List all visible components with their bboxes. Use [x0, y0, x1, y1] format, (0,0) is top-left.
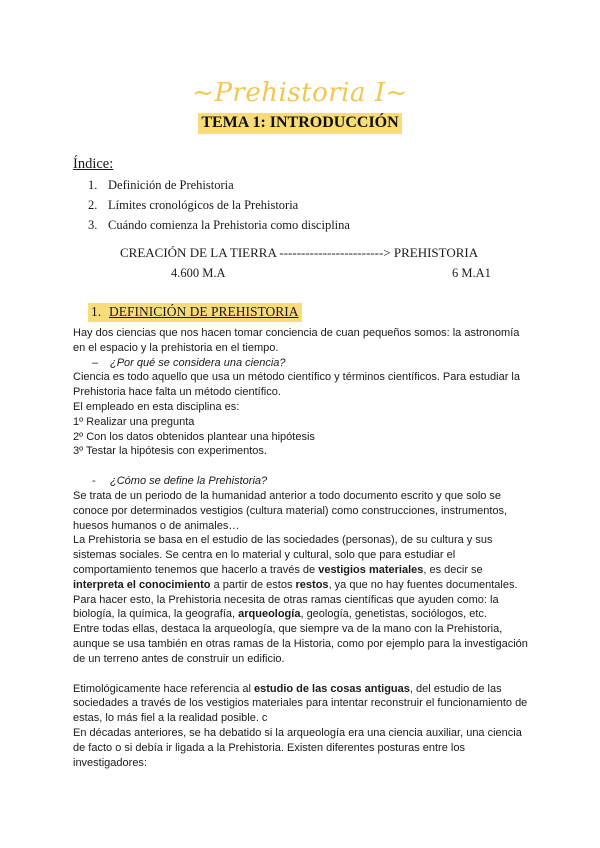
paragraph-ciencia: Ciencia es todo aquello que usa un método científico y términos científicos. Para estudiar la Prehistoria hace falta un método científico.	[73, 371, 520, 399]
subtitle-wrapper	[0, 113, 600, 134]
timeline-left-value: 4.600 M.A	[171, 266, 226, 280]
text-run: Etimológicamente hace referencia al	[73, 682, 254, 695]
paragraph-basa	[73, 533, 533, 592]
index-item-label: Cuándo comienza la Prehistoria como disciplina	[108, 218, 350, 232]
index-item-number: 1.	[88, 178, 98, 192]
paragraph-intro: Hay dos ciencias que nos hacen tomar conciencia de cuan pequeños somos: la astronomía en el espacio y la prehistoria en el tiempo.	[73, 327, 520, 354]
index-item-number: 3.	[88, 218, 98, 232]
paragraph-entre: Entre todas ellas, destaca la arqueología, que siempre va de la mano con la Prehistoria, aunque se usa también en otras ramas de la Historia, como por ejemplo para la investigación de un terreno antes de construir un edificio.	[73, 623, 528, 665]
index-title: Índice:	[73, 156, 114, 172]
index-item	[88, 175, 350, 195]
text-run: , del estudio de las sociedades a través de los vestigios materiales para intentar reconstruir el funcionamiento de estas, lo más fiel a la realidad posible. c	[73, 682, 528, 725]
bold-run: vestigios materiales	[318, 563, 424, 576]
section-body	[73, 326, 533, 770]
text-run: La Prehistoria se basa en el estudio de las sociedades (personas), de su cultura y sus sistemas sociales. Se centra en lo material y cultural, solo que para estudiar el comportamiento tenemos que hacerlo a través de	[73, 534, 493, 576]
document-title: ~Prehistoria I~	[192, 78, 408, 108]
spacer	[73, 459, 533, 474]
index-item	[88, 215, 350, 235]
method-step-2: 2º Con los datos obtenidos plantear una hipótesis	[73, 430, 315, 443]
paragraph-periodo: Se trata de un periodo de la humanidad anterior a todo documento escrito y que solo se conoce por determinados vestigios (cultura material) como construcciones, instrumentos, huesos humanos o de animales…	[73, 489, 508, 532]
spacer	[73, 667, 533, 682]
bold-run: arqueología	[238, 608, 301, 621]
method-step-3: 3º Testar la hipótesis con experimentos.	[73, 445, 267, 458]
timeline-right-value: 6 M.A1	[452, 266, 491, 280]
timeline-line: CREACIÓN DE LA TIERRA ------------------------> PREHISTORIA	[120, 245, 479, 260]
text-run: , geología, genetistas, sociólogos, etc.	[300, 608, 487, 621]
bold-run: interpreta el conocimiento	[73, 578, 211, 591]
paragraph-etimo	[73, 682, 533, 726]
section-number: 1.	[91, 304, 102, 319]
text-run: , ya que no hay fuentes documentales.	[328, 578, 518, 591]
question-2-text: ¿Cómo se define la Prehistoria?	[110, 475, 268, 488]
question-2: - ¿Cómo se define la Prehistoria?	[92, 475, 268, 488]
index-list	[88, 175, 350, 235]
bold-run: estudio de las cosas antiguas	[253, 682, 410, 695]
index-item-label: Definición de Prehistoria	[108, 178, 234, 192]
method-step-1: 1º Realizar una pregunta	[73, 415, 195, 428]
question-1: – ¿Por qué se considera una ciencia?	[92, 356, 286, 369]
bold-run: restos	[295, 578, 329, 591]
text-run: Para hacer esto, la Prehistoria necesita de otras ramas científicas que ayuden como: la biología, la química, la geografía,	[73, 593, 499, 621]
index-item	[88, 195, 350, 215]
paragraph-empleado: El empleado en esta disciplina es:	[73, 400, 240, 413]
section-title: DEFINICIÓN DE PREHISTORIA	[109, 304, 299, 319]
text-run: , es decir se	[423, 563, 483, 576]
index-item-number: 2.	[88, 198, 98, 212]
paragraph-decadas: En décadas anteriores, se ha debatido si la arqueología era una ciencia auxiliar, una ciencia de facto o si debía ir ligada a la Prehistoria. Existen diferentes posturas entre los investigadores:	[73, 726, 522, 769]
paragraph-ramas	[73, 593, 533, 623]
index-item-label: Límites cronológicos de la Prehistoria	[108, 198, 299, 212]
section-heading	[88, 303, 302, 322]
text-run: a partir de estos	[210, 578, 296, 591]
document-subtitle: TEMA 1: INTRODUCCIÓN	[198, 113, 401, 134]
question-1-text: ¿Por qué se considera una ciencia?	[110, 356, 286, 369]
